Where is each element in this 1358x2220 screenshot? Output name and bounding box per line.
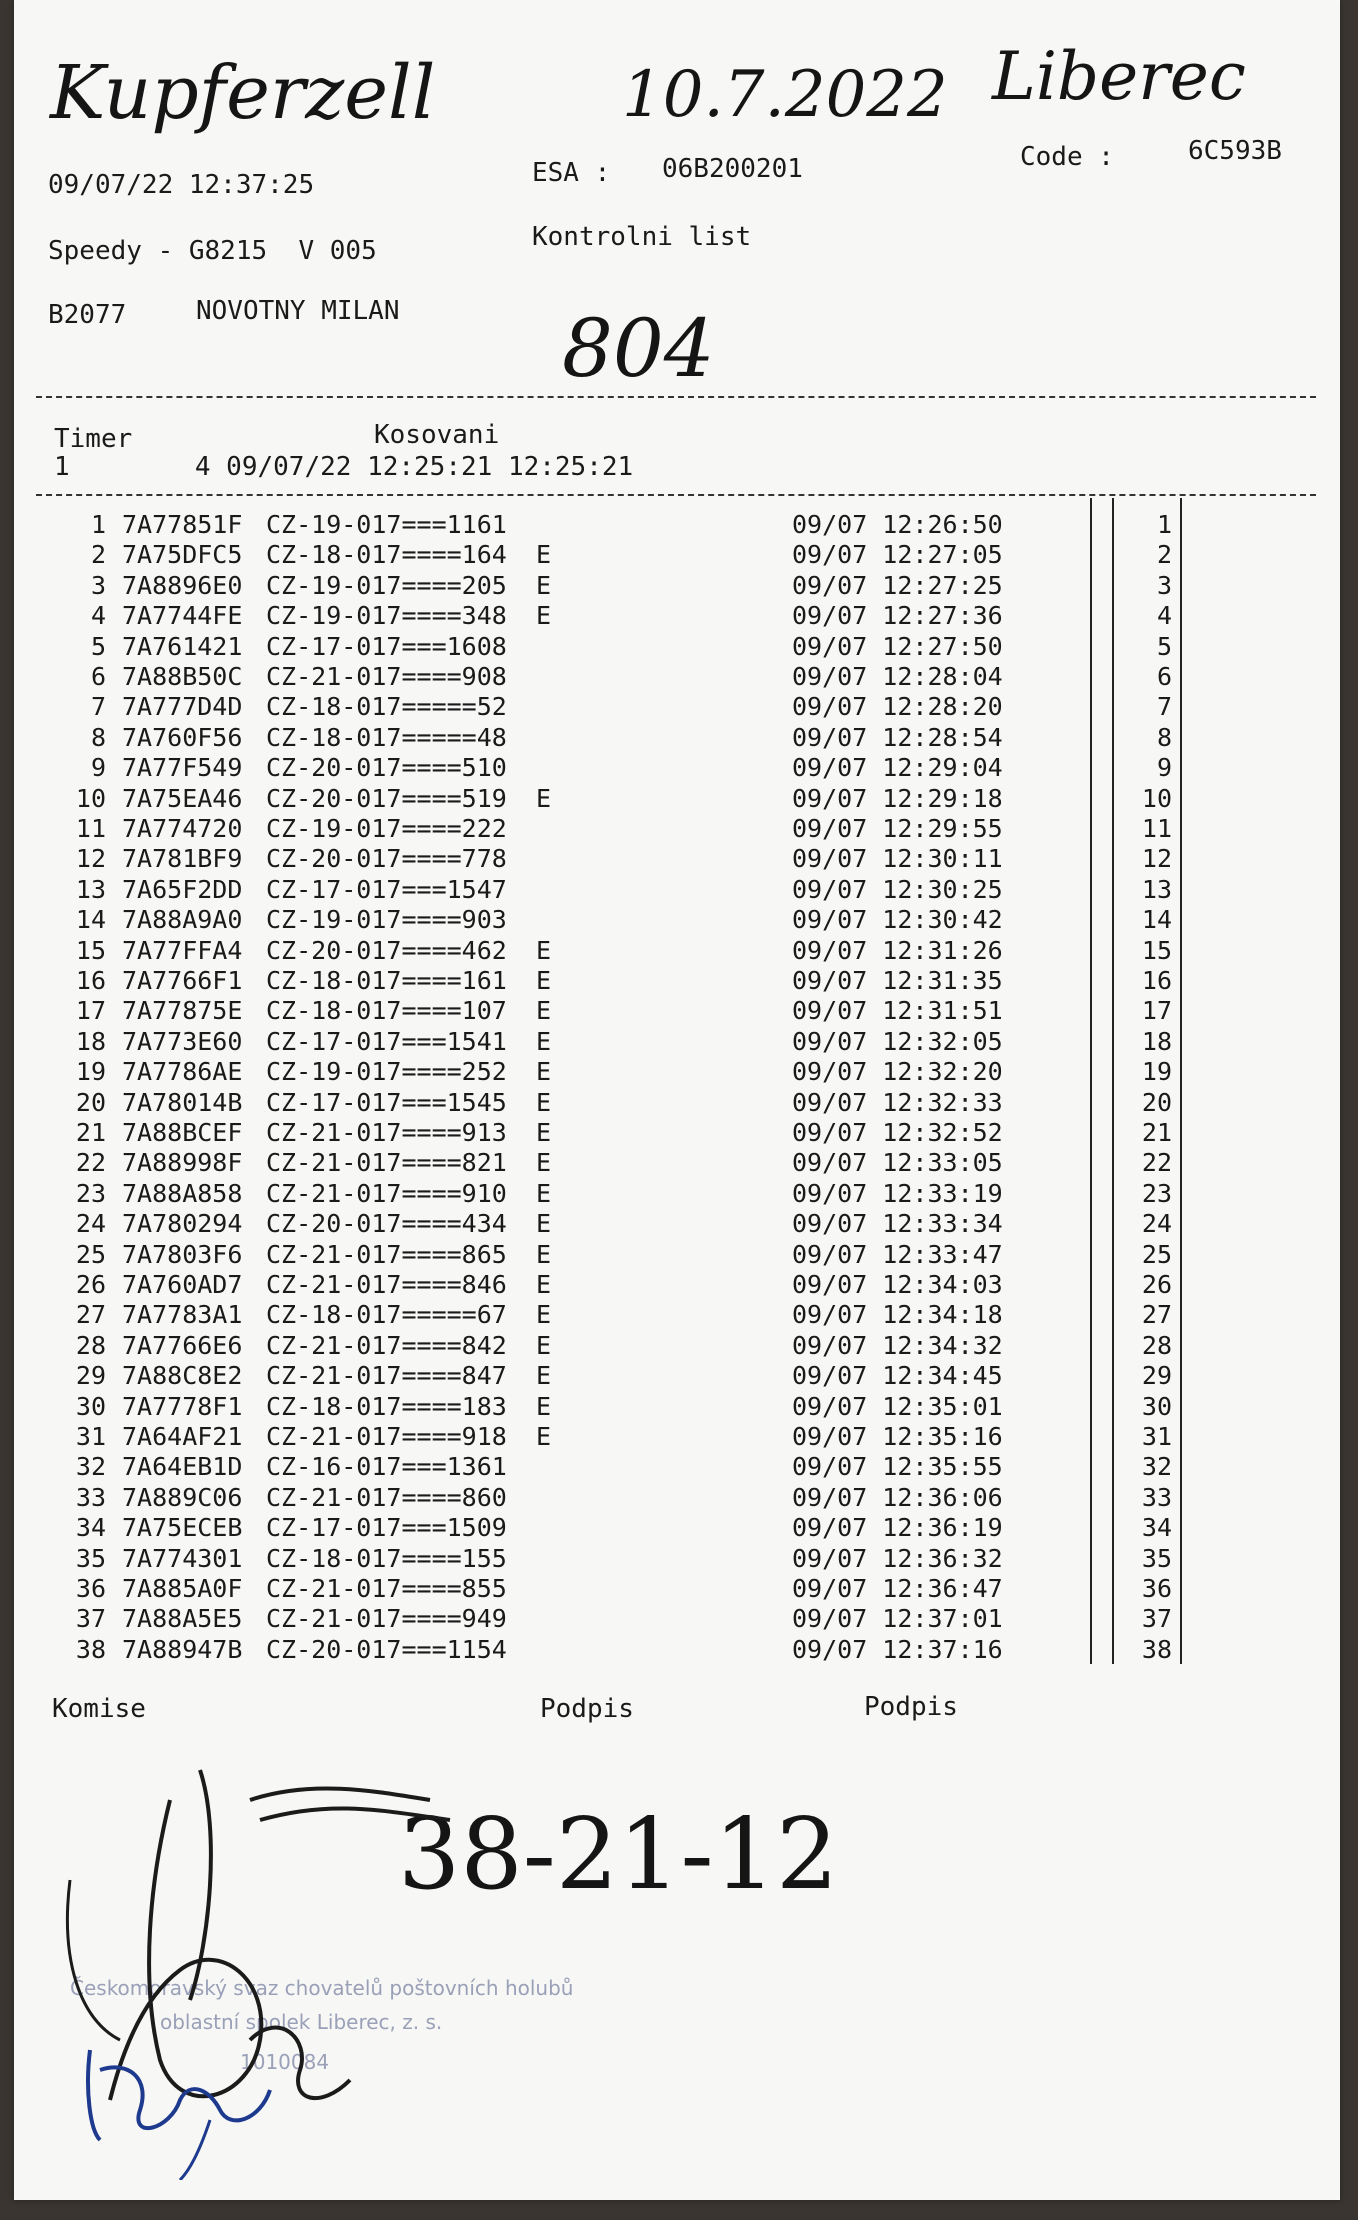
entry-flag: E bbox=[536, 1239, 552, 1269]
ring-number: CZ-21-017====918 bbox=[266, 1422, 507, 1451]
arrival-order: 32 bbox=[1141, 1452, 1172, 1482]
arrival-time: 09/07 12:28:04 bbox=[792, 662, 1003, 691]
row-number: 11 bbox=[75, 814, 106, 843]
arrival-order: 25 bbox=[1141, 1239, 1172, 1269]
entry-flag: E bbox=[536, 1270, 552, 1299]
row-number: 5 bbox=[90, 631, 106, 661]
chip-id: 7A64EB1D bbox=[122, 1452, 243, 1482]
entry-flag: E bbox=[536, 1361, 552, 1391]
chip-id: 7A7766F1 bbox=[122, 966, 243, 995]
table-row bbox=[0, 1300, 1358, 1330]
arrival-time: 09/07 12:29:55 bbox=[792, 814, 1003, 843]
chip-id: 7A889C06 bbox=[122, 1482, 243, 1512]
row-number: 25 bbox=[75, 1239, 106, 1269]
arrival-order: 37 bbox=[1141, 1604, 1172, 1634]
ring-number: CZ-21-017====865 bbox=[266, 1239, 507, 1269]
arrival-order: 2 bbox=[1156, 540, 1172, 570]
arrival-time: 09/07 12:34:32 bbox=[792, 1330, 1003, 1360]
row-number: 8 bbox=[90, 722, 106, 752]
arrival-order: 18 bbox=[1141, 1026, 1172, 1056]
chip-id: 7A7744FE bbox=[122, 601, 243, 631]
table-row bbox=[0, 814, 1358, 844]
chip-id: 7A88C8E2 bbox=[122, 1361, 243, 1391]
entry-flag: E bbox=[536, 570, 552, 600]
ring-number: CZ-17-017===1509 bbox=[266, 1513, 507, 1543]
chip-id: 7A88A858 bbox=[122, 1178, 243, 1208]
chip-id: 7A7778F1 bbox=[122, 1391, 243, 1421]
row-number: 24 bbox=[75, 1209, 106, 1239]
arrival-time: 09/07 12:33:47 bbox=[792, 1239, 1003, 1269]
arrival-order: 12 bbox=[1141, 844, 1172, 874]
arrival-order: 6 bbox=[1156, 662, 1172, 691]
row-number: 17 bbox=[75, 996, 106, 1026]
arrival-time: 09/07 12:34:03 bbox=[792, 1270, 1003, 1299]
arrival-order: 33 bbox=[1141, 1482, 1172, 1512]
table-row bbox=[0, 905, 1358, 935]
table-row bbox=[0, 1574, 1358, 1604]
timer-label: Timer bbox=[54, 424, 133, 454]
entry-flag: E bbox=[536, 601, 552, 631]
table-row bbox=[0, 784, 1358, 814]
entry-flag: E bbox=[536, 996, 552, 1026]
chip-id: 7A7786AE bbox=[122, 1057, 243, 1087]
table-row bbox=[0, 875, 1358, 905]
table-row bbox=[0, 936, 1358, 966]
arrival-time: 09/07 12:31:51 bbox=[792, 996, 1003, 1026]
arrival-order: 17 bbox=[1141, 996, 1172, 1026]
arrival-time: 09/07 12:34:45 bbox=[792, 1361, 1003, 1391]
handwritten-result: 38-21-12 bbox=[398, 1798, 839, 1912]
arrival-time: 09/07 12:32:20 bbox=[792, 1057, 1003, 1087]
table-row bbox=[0, 1422, 1358, 1452]
row-number: 4 bbox=[90, 601, 106, 631]
ring-number: CZ-19-017===1161 bbox=[266, 510, 507, 539]
row-number: 26 bbox=[75, 1270, 106, 1299]
table-row bbox=[0, 601, 1358, 631]
entry-flag: E bbox=[536, 1391, 552, 1421]
arrival-order: 11 bbox=[1141, 814, 1172, 843]
table-row bbox=[0, 1148, 1358, 1178]
ring-number: CZ-17-017===1608 bbox=[266, 631, 507, 661]
table-row bbox=[0, 1513, 1358, 1543]
table-row bbox=[0, 662, 1358, 692]
arrival-order: 1 bbox=[1156, 510, 1172, 539]
row-number: 1 bbox=[90, 510, 106, 539]
ring-number: CZ-20-017====434 bbox=[266, 1209, 507, 1239]
ring-number: CZ-18-017=====52 bbox=[266, 692, 507, 722]
arrival-order: 20 bbox=[1141, 1087, 1172, 1117]
arrival-order: 28 bbox=[1141, 1330, 1172, 1360]
separator-top bbox=[36, 396, 1316, 398]
chip-id: 7A780294 bbox=[122, 1209, 243, 1239]
entry-flag: E bbox=[536, 783, 552, 813]
komise-label: Komise bbox=[52, 1694, 146, 1724]
row-number: 36 bbox=[75, 1574, 106, 1603]
table-row bbox=[0, 1635, 1358, 1665]
arrival-order: 34 bbox=[1141, 1513, 1172, 1543]
arrival-time: 09/07 12:30:42 bbox=[792, 905, 1003, 935]
print-timestamp: 09/07/22 12:37:25 bbox=[48, 170, 315, 200]
handwritten-place: Liberec bbox=[992, 38, 1246, 115]
arrival-order: 3 bbox=[1156, 570, 1172, 600]
chip-id: 7A773E60 bbox=[122, 1026, 243, 1056]
arrival-order: 16 bbox=[1141, 966, 1172, 995]
ring-number: CZ-18-017====161 bbox=[266, 966, 507, 995]
table-row bbox=[0, 1452, 1358, 1482]
row-number: 13 bbox=[75, 874, 106, 904]
entry-flag: E bbox=[536, 540, 552, 570]
chip-id: 7A88B50C bbox=[122, 662, 243, 691]
chip-id: 7A88A9A0 bbox=[122, 905, 243, 935]
arrival-order: 21 bbox=[1141, 1118, 1172, 1147]
table-row bbox=[0, 1179, 1358, 1209]
ring-number: CZ-21-017====846 bbox=[266, 1270, 507, 1299]
arrival-time: 09/07 12:28:20 bbox=[792, 692, 1003, 722]
ring-number: CZ-18-017=====48 bbox=[266, 722, 507, 752]
entry-flag: E bbox=[536, 1330, 552, 1360]
chip-id: 7A65F2DD bbox=[122, 874, 243, 904]
arrival-order: 31 bbox=[1141, 1422, 1172, 1451]
arrival-order: 29 bbox=[1141, 1361, 1172, 1391]
row-number: 3 bbox=[90, 570, 106, 600]
chip-id: 7A8896E0 bbox=[122, 570, 243, 600]
arrival-time: 09/07 12:27:50 bbox=[792, 631, 1003, 661]
arrival-time: 09/07 12:26:50 bbox=[792, 510, 1003, 539]
row-number: 30 bbox=[75, 1391, 106, 1421]
table-row bbox=[0, 1057, 1358, 1087]
row-number: 35 bbox=[75, 1543, 106, 1573]
arrival-time: 09/07 12:35:01 bbox=[792, 1391, 1003, 1421]
table-row bbox=[0, 1240, 1358, 1270]
ring-number: CZ-18-017====164 bbox=[266, 540, 507, 570]
ring-number: CZ-19-017====903 bbox=[266, 905, 507, 935]
table-row bbox=[0, 1270, 1358, 1300]
chip-id: 7A88A5E5 bbox=[122, 1604, 243, 1634]
chip-id: 7A88947B bbox=[122, 1634, 243, 1664]
ring-number: CZ-19-017====205 bbox=[266, 570, 507, 600]
stamp-line-2: oblastní spolek Liberec, z. s. bbox=[160, 2010, 443, 2034]
timer-mode: Kosovani bbox=[374, 420, 500, 450]
row-number: 38 bbox=[75, 1634, 106, 1664]
ring-number: CZ-20-017===1154 bbox=[266, 1634, 507, 1664]
table-row bbox=[0, 1483, 1358, 1513]
ring-number: CZ-20-017====519 bbox=[266, 783, 507, 813]
entry-flag: E bbox=[536, 1118, 552, 1147]
ring-number: CZ-19-017====348 bbox=[266, 601, 507, 631]
ring-number: CZ-21-017====908 bbox=[266, 662, 507, 691]
arrival-order: 36 bbox=[1141, 1574, 1172, 1603]
arrival-time: 09/07 12:28:54 bbox=[792, 722, 1003, 752]
code-value: 6C593B bbox=[1188, 136, 1282, 166]
chip-id: 7A761421 bbox=[122, 631, 243, 661]
row-number: 15 bbox=[75, 935, 106, 965]
arrival-time: 09/07 12:35:16 bbox=[792, 1422, 1003, 1451]
chip-id: 7A77FFA4 bbox=[122, 935, 243, 965]
signature-blue bbox=[70, 2020, 310, 2180]
arrival-order: 24 bbox=[1141, 1209, 1172, 1239]
esa-label: ESA : bbox=[532, 158, 611, 188]
entry-flag: E bbox=[536, 935, 552, 965]
ring-number: CZ-17-017===1541 bbox=[266, 1026, 507, 1056]
ring-number: CZ-18-017====183 bbox=[266, 1391, 507, 1421]
chip-id: 7A7783A1 bbox=[122, 1300, 243, 1330]
table-row bbox=[0, 1361, 1358, 1391]
ring-number: CZ-20-017====510 bbox=[266, 753, 507, 783]
row-number: 22 bbox=[75, 1148, 106, 1178]
arrival-order: 26 bbox=[1141, 1270, 1172, 1299]
table-row bbox=[0, 723, 1358, 753]
entry-flag: E bbox=[536, 966, 552, 995]
chip-id: 7A777D4D bbox=[122, 692, 243, 722]
arrival-time: 09/07 12:27:36 bbox=[792, 601, 1003, 631]
arrival-time: 09/07 12:32:52 bbox=[792, 1118, 1003, 1147]
row-number: 34 bbox=[75, 1513, 106, 1543]
row-number: 16 bbox=[75, 966, 106, 995]
ring-number: CZ-16-017===1361 bbox=[266, 1452, 507, 1482]
entry-flag: E bbox=[536, 1087, 552, 1117]
arrival-order: 19 bbox=[1141, 1057, 1172, 1087]
stamp-line-1: Českomoravský svaz chovatelů poštovních holubů bbox=[70, 1976, 574, 2000]
chip-id: 7A760F56 bbox=[122, 722, 243, 752]
chip-id: 7A77F549 bbox=[122, 753, 243, 783]
list-title: Kontrolni list bbox=[532, 222, 752, 252]
arrival-order: 5 bbox=[1156, 631, 1172, 661]
ring-number: CZ-21-017====855 bbox=[266, 1574, 507, 1603]
row-number: 28 bbox=[75, 1330, 106, 1360]
chip-id: 7A75DFC5 bbox=[122, 540, 243, 570]
entry-flag: E bbox=[536, 1300, 552, 1330]
device-info: Speedy - G8215 V 005 bbox=[48, 236, 377, 266]
arrival-order: 23 bbox=[1141, 1178, 1172, 1208]
ring-number: CZ-21-017====910 bbox=[266, 1178, 507, 1208]
entry-flag: E bbox=[536, 1148, 552, 1178]
table-row bbox=[0, 966, 1358, 996]
row-number: 23 bbox=[75, 1178, 106, 1208]
code-label: Code : bbox=[1020, 142, 1114, 172]
table-row bbox=[0, 1544, 1358, 1574]
arrival-time: 09/07 12:27:25 bbox=[792, 570, 1003, 600]
chip-id: 7A885A0F bbox=[122, 1574, 243, 1603]
arrival-order: 15 bbox=[1141, 935, 1172, 965]
ring-number: CZ-21-017====860 bbox=[266, 1482, 507, 1512]
chip-id: 7A88998F bbox=[122, 1148, 243, 1178]
row-number: 7 bbox=[90, 692, 106, 722]
breeder-name: NOVOTNY MILAN bbox=[196, 296, 400, 326]
entry-flag: E bbox=[536, 1209, 552, 1239]
table-row bbox=[0, 1209, 1358, 1239]
arrival-order: 35 bbox=[1141, 1543, 1172, 1573]
ring-number: CZ-19-017====222 bbox=[266, 814, 507, 843]
table-row bbox=[0, 510, 1358, 540]
arrival-time: 09/07 12:34:18 bbox=[792, 1300, 1003, 1330]
arrival-order: 7 bbox=[1156, 692, 1172, 722]
chip-id: 7A781BF9 bbox=[122, 844, 243, 874]
ring-number: CZ-18-017=====67 bbox=[266, 1300, 507, 1330]
arrival-time: 09/07 12:36:06 bbox=[792, 1482, 1003, 1512]
chip-id: 7A774301 bbox=[122, 1543, 243, 1573]
arrival-time: 09/07 12:32:33 bbox=[792, 1087, 1003, 1117]
handwritten-location: Kupferzell bbox=[50, 50, 436, 136]
arrival-time: 09/07 12:32:05 bbox=[792, 1026, 1003, 1056]
arrival-time: 09/07 12:27:05 bbox=[792, 540, 1003, 570]
ring-number: CZ-20-017====462 bbox=[266, 935, 507, 965]
table-row bbox=[0, 1331, 1358, 1361]
arrival-time: 09/07 12:29:18 bbox=[792, 783, 1003, 813]
entry-flag: E bbox=[536, 1422, 552, 1451]
row-number: 29 bbox=[75, 1361, 106, 1391]
arrival-time: 09/07 12:29:04 bbox=[792, 753, 1003, 783]
table-row bbox=[0, 1392, 1358, 1422]
row-number: 14 bbox=[75, 905, 106, 935]
chip-id: 7A774720 bbox=[122, 814, 243, 843]
chip-id: 7A88BCEF bbox=[122, 1118, 243, 1147]
table-row bbox=[0, 753, 1358, 783]
arrival-time: 09/07 12:36:32 bbox=[792, 1543, 1003, 1573]
row-number: 2 bbox=[90, 540, 106, 570]
table-row bbox=[0, 844, 1358, 874]
arrival-order: 14 bbox=[1141, 905, 1172, 935]
arrival-time: 09/07 12:33:05 bbox=[792, 1148, 1003, 1178]
podpis-label-2: Podpis bbox=[864, 1692, 958, 1722]
table-row bbox=[0, 1088, 1358, 1118]
arrival-order: 13 bbox=[1141, 874, 1172, 904]
row-number: 10 bbox=[75, 783, 106, 813]
arrival-time: 09/07 12:30:11 bbox=[792, 844, 1003, 874]
chip-id: 7A75EA46 bbox=[122, 783, 243, 813]
chip-id: 7A64AF21 bbox=[122, 1422, 243, 1451]
esa-value: 06B200201 bbox=[662, 154, 803, 184]
table-row bbox=[0, 1118, 1358, 1148]
row-number: 37 bbox=[75, 1604, 106, 1634]
separator-bottom bbox=[36, 494, 1316, 496]
table-row bbox=[0, 1604, 1358, 1634]
table-row bbox=[0, 692, 1358, 722]
ring-number: CZ-21-017====842 bbox=[266, 1330, 507, 1360]
entry-flag: E bbox=[536, 1178, 552, 1208]
row-number: 9 bbox=[90, 753, 106, 783]
ring-number: CZ-20-017====778 bbox=[266, 844, 507, 874]
arrival-order: 38 bbox=[1141, 1634, 1172, 1664]
arrival-time: 09/07 12:30:25 bbox=[792, 874, 1003, 904]
podpis-label-1: Podpis bbox=[540, 1694, 634, 1724]
arrival-order: 27 bbox=[1141, 1300, 1172, 1330]
entry-flag: E bbox=[536, 1026, 552, 1056]
row-number: 33 bbox=[75, 1482, 106, 1512]
chip-id: 7A7766E6 bbox=[122, 1330, 243, 1360]
row-number: 18 bbox=[75, 1026, 106, 1056]
table-row bbox=[0, 571, 1358, 601]
ring-number: CZ-21-017====949 bbox=[266, 1604, 507, 1634]
arrival-time: 09/07 12:35:55 bbox=[792, 1452, 1003, 1482]
chip-id: 7A760AD7 bbox=[122, 1270, 243, 1299]
row-number: 19 bbox=[75, 1057, 106, 1087]
table-row bbox=[0, 540, 1358, 570]
ring-number: CZ-21-017====821 bbox=[266, 1148, 507, 1178]
handwritten-date: 10.7.2022 bbox=[622, 58, 948, 132]
ring-number: CZ-21-017====913 bbox=[266, 1118, 507, 1147]
row-number: 6 bbox=[90, 662, 106, 691]
arrival-time: 09/07 12:36:19 bbox=[792, 1513, 1003, 1543]
row-number: 20 bbox=[75, 1087, 106, 1117]
table-row bbox=[0, 1027, 1358, 1057]
row-number: 21 bbox=[75, 1118, 106, 1147]
chip-id: 7A78014B bbox=[122, 1087, 243, 1117]
arrival-time: 09/07 12:37:01 bbox=[792, 1604, 1003, 1634]
ring-number: CZ-17-017===1545 bbox=[266, 1087, 507, 1117]
arrival-time: 09/07 12:36:47 bbox=[792, 1574, 1003, 1603]
entry-flag: E bbox=[536, 1057, 552, 1087]
row-number: 12 bbox=[75, 844, 106, 874]
table-row bbox=[0, 996, 1358, 1026]
ring-number: CZ-17-017===1547 bbox=[266, 874, 507, 904]
table-row bbox=[0, 632, 1358, 662]
row-number: 31 bbox=[75, 1422, 106, 1451]
stamp-line-3: 1010084 bbox=[240, 2050, 330, 2074]
ring-number: CZ-18-017====155 bbox=[266, 1543, 507, 1573]
arrival-order: 9 bbox=[1156, 753, 1172, 783]
breeder-id: B2077 bbox=[48, 300, 127, 330]
chip-id: 7A75ECEB bbox=[122, 1513, 243, 1543]
arrival-time: 09/07 12:31:35 bbox=[792, 966, 1003, 995]
handwritten-number: 804 bbox=[562, 302, 715, 395]
arrival-order: 8 bbox=[1156, 722, 1172, 752]
ring-number: CZ-18-017====107 bbox=[266, 996, 507, 1026]
arrival-order: 22 bbox=[1141, 1148, 1172, 1178]
ring-number: CZ-19-017====252 bbox=[266, 1057, 507, 1087]
chip-id: 7A77875E bbox=[122, 996, 243, 1026]
chip-id: 7A7803F6 bbox=[122, 1239, 243, 1269]
ring-number: CZ-21-017====847 bbox=[266, 1361, 507, 1391]
row-number: 27 bbox=[75, 1300, 106, 1330]
arrival-time: 09/07 12:33:34 bbox=[792, 1209, 1003, 1239]
arrival-order: 10 bbox=[1141, 783, 1172, 813]
timer-line: 1 4 09/07/22 12:25:21 12:25:21 bbox=[54, 452, 634, 482]
arrival-time: 09/07 12:31:26 bbox=[792, 935, 1003, 965]
row-number: 32 bbox=[75, 1452, 106, 1482]
arrival-time: 09/07 12:37:16 bbox=[792, 1634, 1003, 1664]
arrival-order: 4 bbox=[1156, 601, 1172, 631]
arrival-time: 09/07 12:33:19 bbox=[792, 1178, 1003, 1208]
chip-id: 7A77851F bbox=[122, 510, 243, 539]
arrival-order: 30 bbox=[1141, 1391, 1172, 1421]
